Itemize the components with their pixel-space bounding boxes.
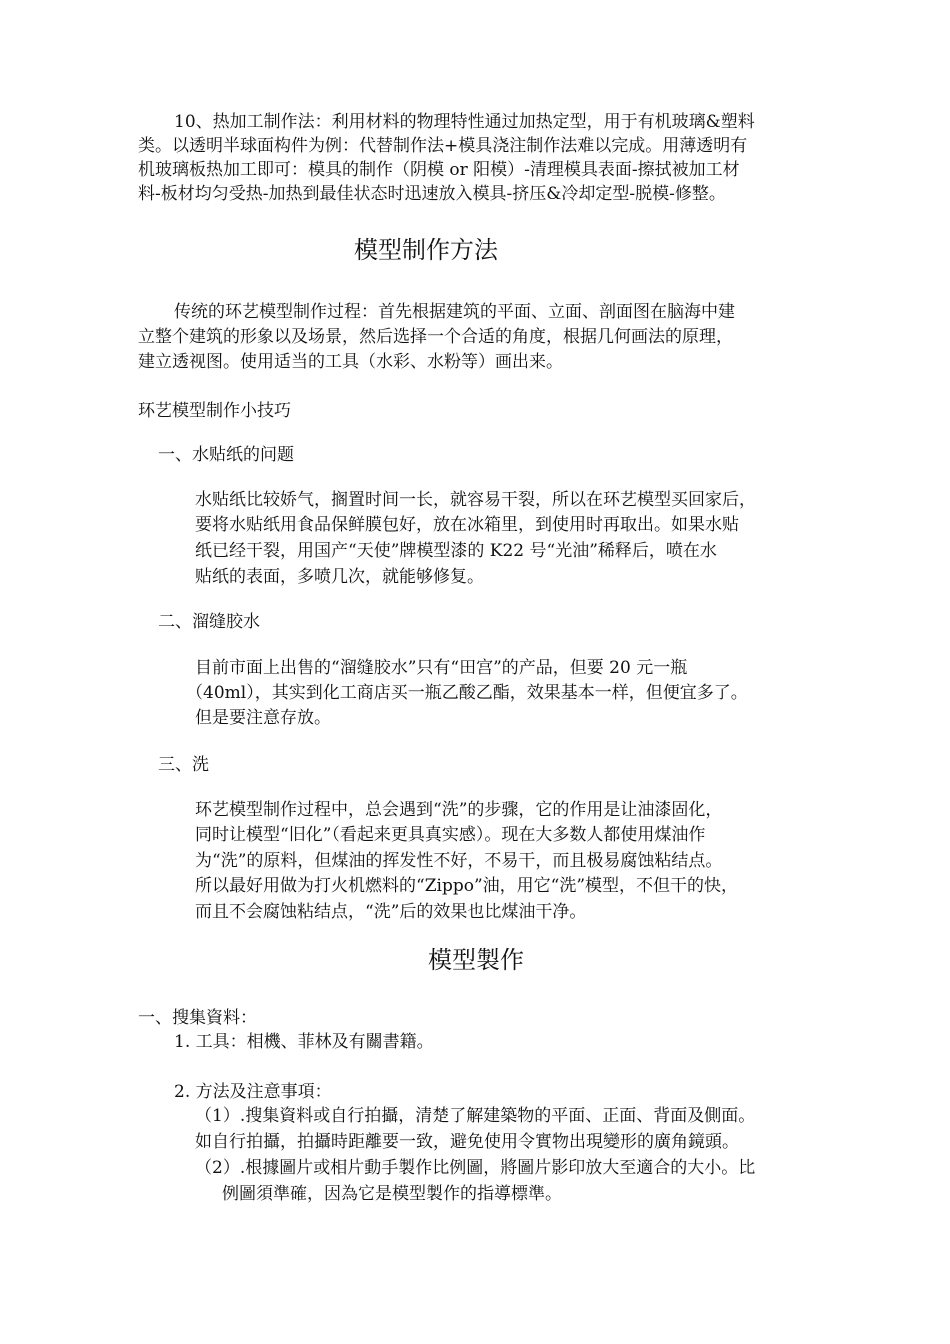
text-line: 水贴纸比较娇气，搁置时间一长，就容易干裂，所以在环艺模型买回家后， <box>195 490 756 510</box>
text-line: （2）.根據圖片或相片動手製作比例圖，將圖片影印放大至適合的大小。比 <box>195 1158 756 1178</box>
text-line: 所以最好用做为打火机燃料的“Zippo”油，用它“洗”模型，不但干的快， <box>195 876 739 896</box>
tip-heading: 二、溜缝胶水 <box>158 612 260 632</box>
text-line: 而且不会腐蚀粘结点，“洗”后的效果也比煤油干净。 <box>195 902 587 922</box>
text-line: 环艺模型制作过程中，总会遇到“洗”的步骤，它的作用是让油漆固化， <box>195 800 723 820</box>
text-line: 要将水贴纸用食品保鲜膜包好，放在冰箱里，到使用时再取出。如果水贴 <box>195 515 739 535</box>
text-line: 建立透视图。使用适当的工具（水彩、水粉等）画出来。 <box>138 352 563 372</box>
section-title: 模型製作 <box>428 946 524 974</box>
text-line: 纸已经干裂，用国产“天使”牌模型漆的 K22 号“光油”稀释后，喷在水 <box>195 541 717 561</box>
text-line: 目前市面上出售的“溜缝胶水”只有“田宫”的产品，但要 20 元一瓶 <box>195 658 688 678</box>
text-line: 为“洗”的原料，但煤油的挥发性不好，不易干，而且极易腐蚀粘结点。 <box>195 851 723 871</box>
text-line: 料-板材均匀受热-加热到最佳状态时迅速放入模具-挤压&冷却定型-脱模-修整。 <box>138 184 726 204</box>
text-line: 类。以透明半球面构件为例：代替制作法+模具浇注制作法难以完成。用薄透明有 <box>138 136 748 156</box>
text-line: 机玻璃板热加工即可：模具的制作（阴模 or 阳模）-清理模具表面-擦拭被加工材 <box>138 160 740 180</box>
section-title: 模型制作方法 <box>354 236 498 264</box>
text-line: 10、热加工制作法：利用材料的物理特性通过加热定型，用于有机玻璃&塑料 <box>174 112 755 132</box>
tips-heading: 环艺模型制作小技巧 <box>138 401 291 421</box>
text-line: 立整个建筑的形象以及场景，然后选择一个合适的角度，根据几何画法的原理， <box>138 327 733 347</box>
tip-heading: 一、水贴纸的问题 <box>158 445 294 465</box>
collect-heading: 一、搜集資料： <box>138 1008 257 1028</box>
text-line: （1）.搜集資料或自行拍攝，清楚了解建築物的平面、正面、背面及側面。 <box>195 1106 756 1126</box>
text-line: 例圖須準確，因為它是模型製作的指導標準。 <box>222 1184 562 1204</box>
text-line: 如自行拍攝，拍攝時距離要一致，避免使用令實物出現變形的廣角鏡頭。 <box>195 1132 739 1152</box>
text-line: 传统的环艺模型制作过程：首先根据建筑的平面、立面、剖面图在脑海中建 <box>174 302 735 322</box>
list-item: 2. 方法及注意事項： <box>174 1082 332 1102</box>
text-line: 但是要注意存放。 <box>195 708 331 728</box>
text-line: （40ml），其实到化工商店买一瓶乙酸乙酯，效果基本一样，但便宜多了。 <box>186 683 748 703</box>
list-item: 1. 工具：相機、菲林及有關書籍。 <box>174 1032 434 1052</box>
tip-heading: 三、洗 <box>158 755 209 775</box>
text-line: 贴纸的表面，多喷几次，就能够修复。 <box>195 567 484 587</box>
text-line: 同时让模型“旧化”（看起来更具真实感）。现在大多数人都使用煤油作 <box>195 825 706 845</box>
